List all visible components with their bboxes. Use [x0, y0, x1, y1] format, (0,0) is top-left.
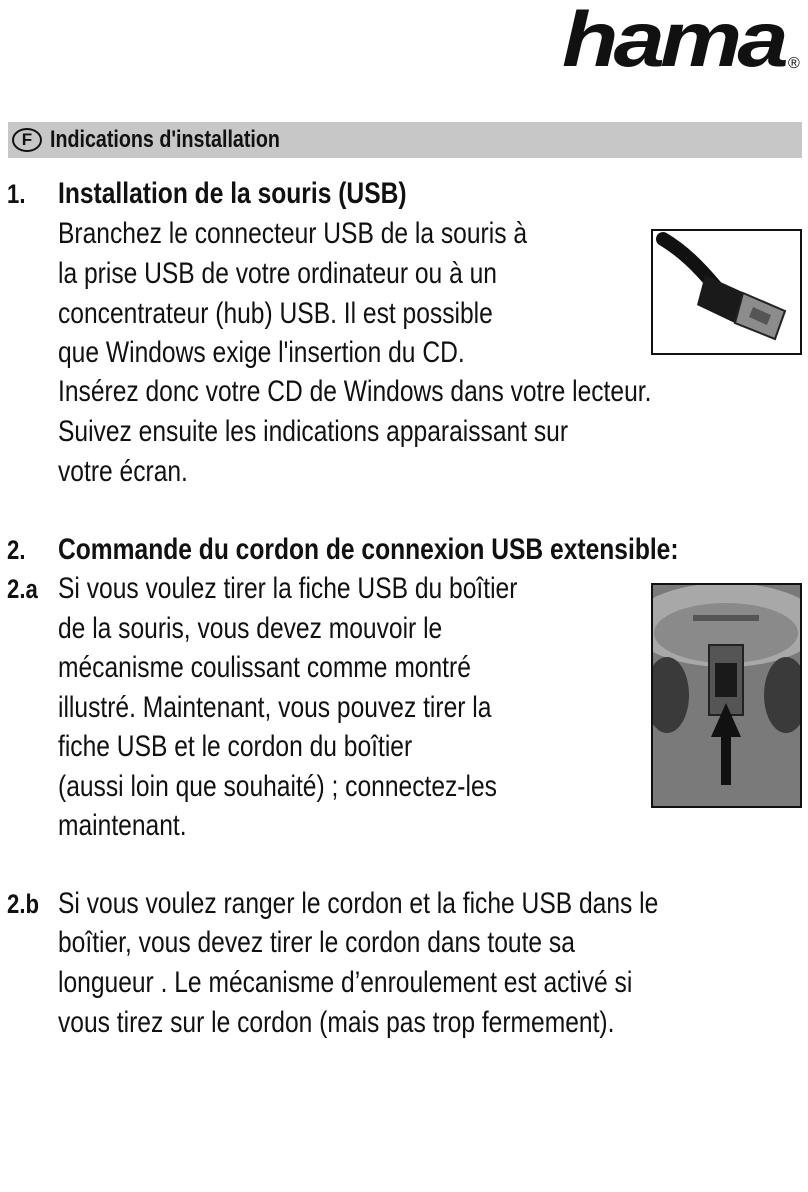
- section-2-title: Commande du cordon de connexion USB extensible:: [58, 533, 679, 566]
- language-badge: F: [12, 128, 42, 152]
- section-1-number: 1.: [7, 179, 26, 209]
- section-1-title: Installation de la souris (USB): [58, 177, 407, 210]
- usb-connector-image: [651, 229, 802, 355]
- section-1-line: que Windows exige l'insertion du CD.: [58, 336, 465, 369]
- section-2a-line: de la souris, vous devez mouvoir le: [58, 612, 443, 645]
- section-1-line: Suivez ensuite les indications apparaissant sur: [58, 415, 569, 448]
- section-2a-line: Si vous voulez tirer la fiche USB du boîtier: [58, 572, 518, 605]
- mouse-slider-icon: [653, 585, 800, 806]
- logo-text: hama: [562, 2, 788, 76]
- section-2a-line: fiche USB et le cordon du boîtier: [58, 730, 413, 763]
- section-2b-line: vous tirez sur le cordon (mais pas trop fermement).: [58, 1006, 615, 1039]
- section-2b-number: 2.b: [7, 889, 39, 919]
- section-1-line: votre écran.: [58, 455, 188, 488]
- banner-title: Indications d'installation: [50, 126, 280, 153]
- section-banner: [8, 122, 802, 158]
- section-2a-line: (aussi loin que souhaité) ; connectez-les: [58, 770, 497, 803]
- section-2a-line: illustré. Maintenant, vous pouvez tirer la: [58, 691, 492, 724]
- section-1-line: Branchez le connecteur USB de la souris à: [58, 217, 528, 250]
- section-2b-line: longueur . Le mécanisme d’enroulement est activé si: [58, 966, 633, 999]
- section-2a-number: 2.a: [7, 574, 38, 604]
- registered-mark: ®: [788, 55, 800, 72]
- section-1-line: la prise USB de votre ordinateur ou à un: [58, 257, 497, 290]
- slider-mechanism-image: [651, 583, 802, 808]
- section-2a-line: mécanisme coulissant comme montré: [58, 651, 471, 684]
- section-2b-line: boîtier, vous devez tirer le cordon dans toute sa: [58, 926, 575, 959]
- section-1-line: concentrateur (hub) USB. Il est possible: [58, 297, 493, 330]
- section-2b-line: Si vous voulez ranger le cordon et la fiche USB dans le: [58, 887, 659, 920]
- section-2a-line: maintenant.: [58, 809, 187, 842]
- section-1-line: Insérez donc votre CD de Windows dans votre lecteur.: [58, 375, 652, 408]
- section-2-number: 2.: [7, 535, 26, 565]
- usb-plug-icon: [653, 231, 800, 353]
- hama-logo: [556, 2, 802, 76]
